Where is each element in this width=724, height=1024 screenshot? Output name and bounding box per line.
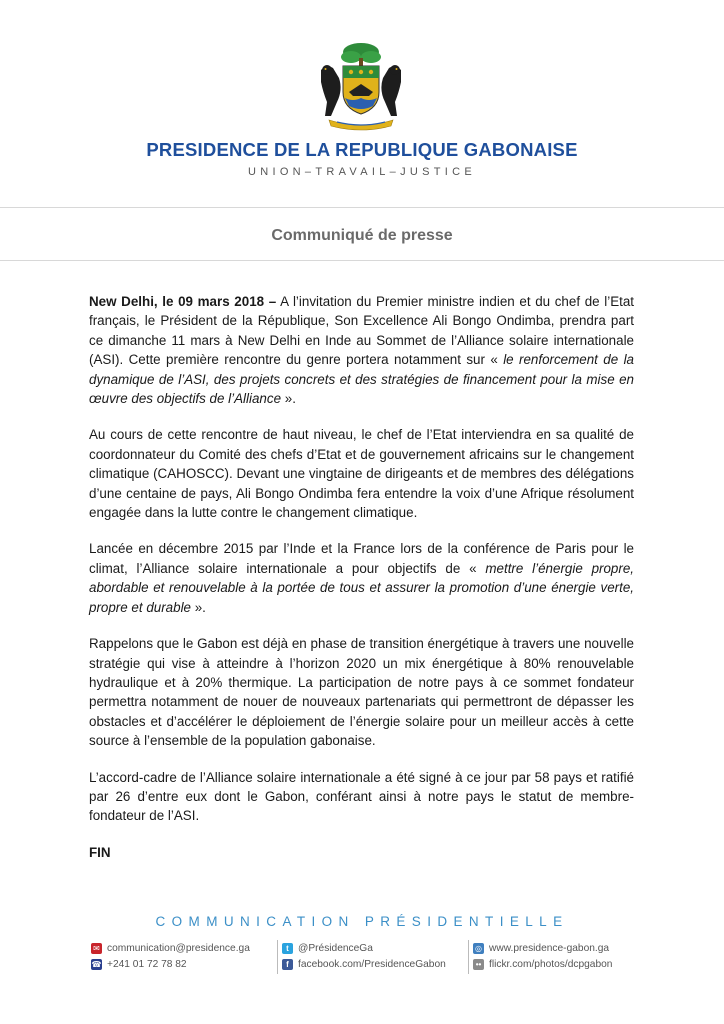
website-line[interactable] [473,940,651,956]
flickr-line[interactable] [473,956,651,972]
footer-separator [277,940,278,974]
globe-icon: ◎ [473,943,484,954]
twitter-handle[interactable]: @PrésidenceGa [298,942,373,954]
header-divider-top [0,207,724,208]
paragraph-3-end: ». [191,599,206,615]
paragraph-5: L’accord-cadre de l’Alliance solaire internationale a été signé à ce jour par 58 pays et ratifié par 26 d’entre eux dont le Gabon, conférant ainsi à notre pays le statut de membre-fondateur de l’ASI. [89,769,634,824]
flickr-icon: •• [473,959,484,970]
email-icon: ✉ [91,943,102,954]
footer-title: COMMUNICATION PRÉSIDENTIELLE [155,914,569,929]
paragraph-3 [89,539,634,617]
coat-of-arms-emblem [313,40,409,132]
paragraph-4: Rappelons que le Gabon est déjà en phase de transition énergétique à travers une nouvelle stratégie qui vise à atteindre à l’horizon 2020 un mix énergétique à 80% renouvelable hydraulique et à 20% thermique. La participation de notre pays à ce sommet fondateur permettra notamment de nouer de nouveaux partenariats qui permettront de dépasser les obstacles et d’accélérer le déploiement de l’énergie solaire pour un meilleur accès à cette source à l’ensemble de la population gabonaise. [89,636,634,749]
paragraph-3-quote: mettre l’énergie propre, abordable et renouvelable à la portée de tous et assurer la promotion d’une énergie verte, propre et durable [89,560,635,615]
footer-column-web [473,940,651,974]
press-release-body [89,292,634,879]
header-divider-bottom [0,260,724,261]
facebook-icon: f [282,959,293,970]
organization-title: PRESIDENCE DE LA REPUBLIQUE GABONAISE [146,139,578,160]
national-motto: UNION–TRAVAIL–JUSTICE [247,166,477,178]
twitter-line[interactable] [282,940,467,956]
website-link[interactable]: www.presidence-gabon.ga [489,942,610,954]
email-address[interactable]: communication@presidence.ga [107,942,250,954]
dateline: New Delhi, le 09 mars 2018 – [89,294,277,309]
footer-column-social [282,940,467,974]
phone-number[interactable]: +241 01 72 78 82 [107,958,187,970]
footer-contacts [91,940,651,978]
paragraph-1-quote: le renforcement de la dynamique de l’ASI, des projets concrets et des stratégies de financement pour la mise en œuvre des objectifs de l’Alliance [89,352,634,407]
end-marker: FIN [89,844,111,860]
document-type-heading: Communiqué de presse [271,227,453,244]
twitter-icon: t [282,943,293,954]
paragraph-2: Au cours de cette rencontre de haut niveau, le chef de l’Etat interviendra en sa qualité de coordonnateur du Comité des chefs d’Etat et de gouvernement africains sur le changement climatique (CAHOSCC). Devant une vingtaine de dirigeants et de membres des délégations d’une centaine de pays, Ali Bongo Ondimba fera entendre la voix d’une Afrique résolument engagée dans la lutte contre le changement climatique. [89,427,634,521]
facebook-link[interactable]: facebook.com/PresidenceGabon [298,958,446,970]
paragraph-1-end: ». [281,391,296,407]
footer-separator [468,940,469,974]
paragraph-3-text: Lancée en décembre 2015 par l’Inde et la France lors de la conférence de Paris pour le climat, l’Alliance solaire internationale a pour objectifs de « [89,541,634,576]
flickr-link[interactable]: flickr.com/photos/dcpgabon [489,958,613,970]
email-line[interactable] [91,940,276,956]
phone-line[interactable] [91,956,276,972]
footer-column-contact [91,940,276,974]
facebook-line[interactable] [282,956,467,972]
paragraph-1 [89,292,634,408]
paragraph-1-text: A l’invitation du Premier ministre indien et du chef de l’Etat français, le Président de la République, Son Excellence Ali Bongo Ondimba, prendra part ce dimanche 11 mars à New Delhi en Inde au Sommet de l’Alliance solaire internationale (ASI). Cette première rencontre du genre portera notamment sur « [89,294,635,368]
phone-icon: ☎ [91,959,102,969]
